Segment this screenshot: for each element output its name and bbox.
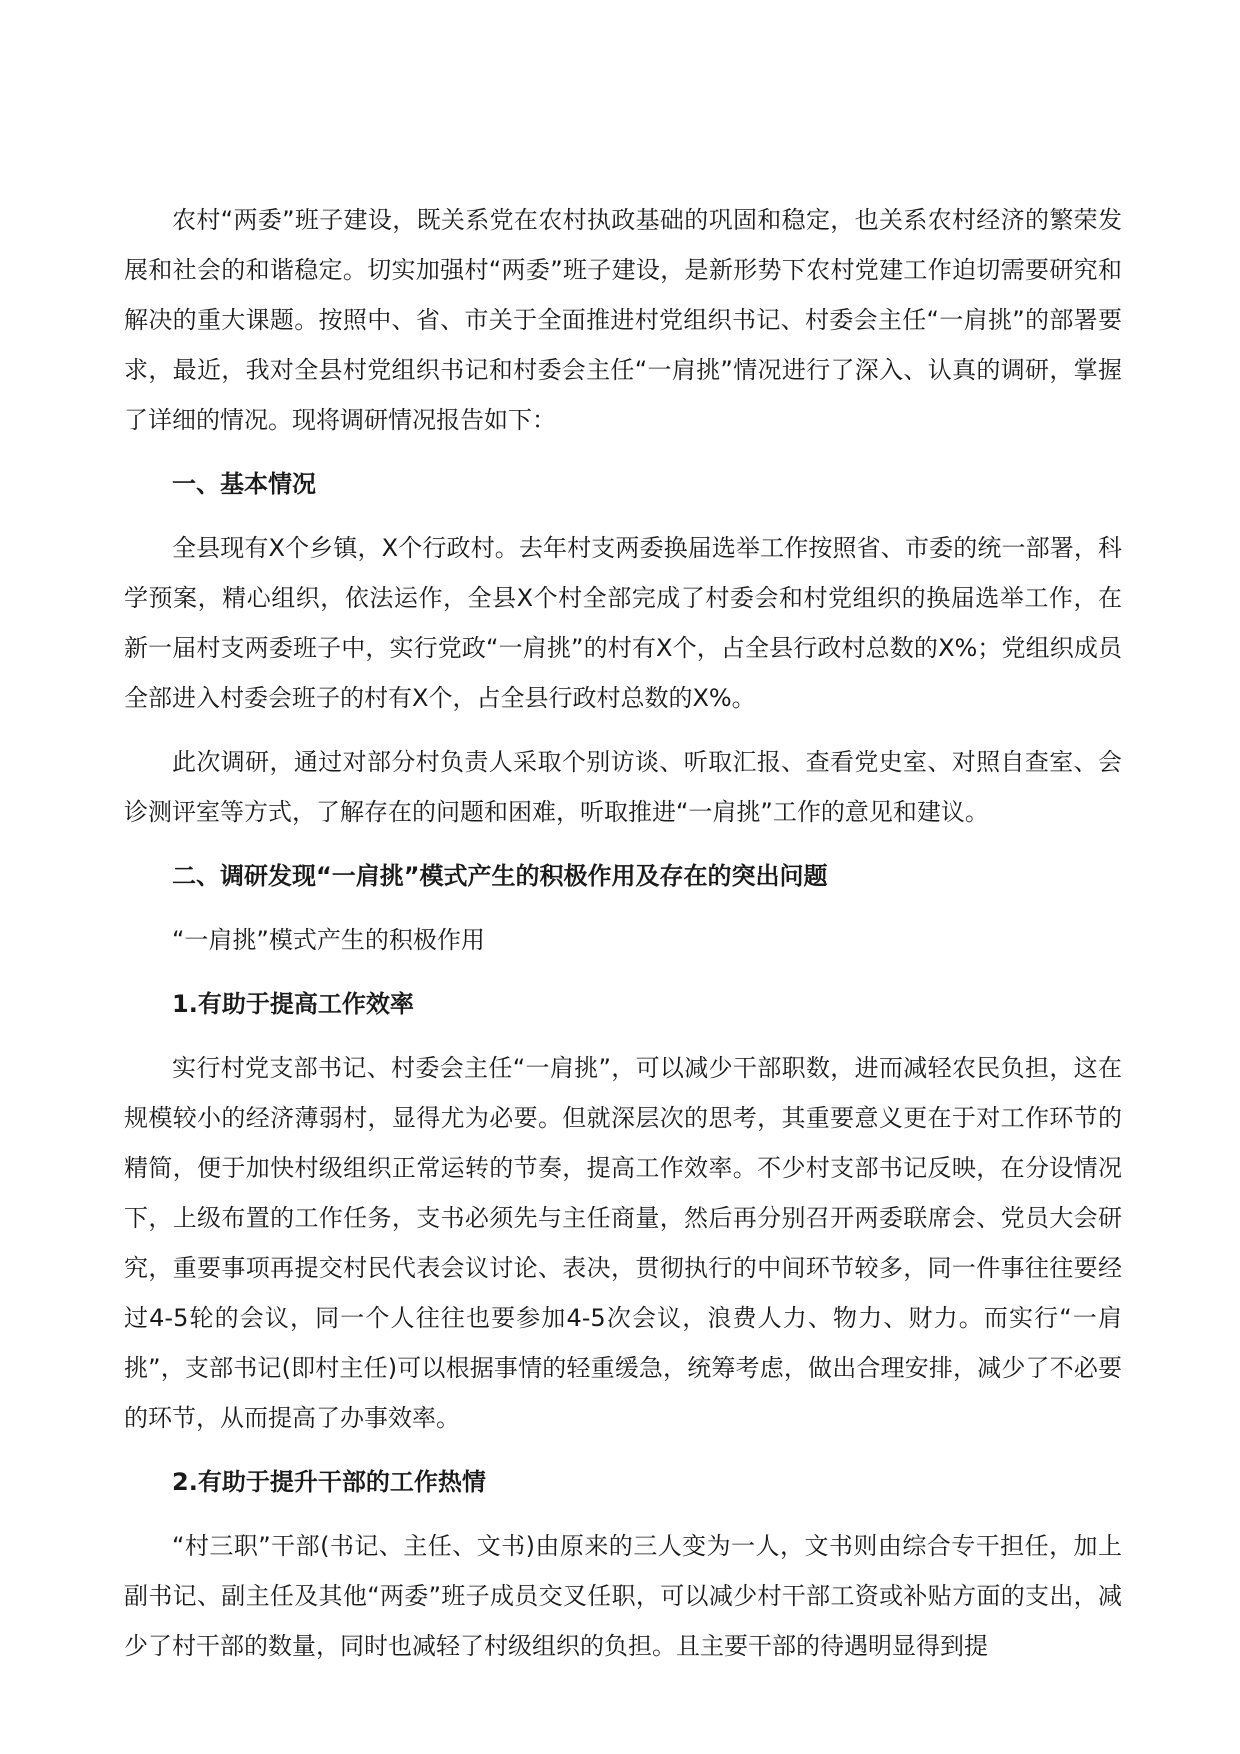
document-page [124, 195, 1122, 1685]
section-1-heading: 一、基本情况 [172, 470, 316, 498]
item-2-heading: 2.有助于提升干部的工作热情 [172, 1468, 486, 1496]
section-1-paragraph-1: 全县现有X个乡镇，X个行政村。去年村支两委换届选举工作按照省、市委的统一部署，科学预案，精心组织，依法运作，全县X个村全部完成了村委会和村党组织的换届选举工作，在新一届村支两委班子中，实行党政“一肩挑”的村有X个，占全县行政村总数的X%；党组织成员全部进入村委会班子的村有X个，占全县行政村总数的X%。 [124, 534, 1122, 712]
intro-paragraph: 农村“两委”班子建设，既关系党在农村执政基础的巩固和稳定，也关系农村经济的繁荣发展和社会的和谐稳定。切实加强村“两委”班子建设，是新形势下农村党建工作迫切需要研究和解决的重大课题。按照中、省、市关于全面推进村党组织书记、村委会主任“一肩挑”的部署要求，最近，我对全县村党组织书记和村委会主任“一肩挑”情况进行了深入、认真的调研，掌握了详细的情况。现将调研情况报告如下： [124, 206, 1122, 434]
item-2-paragraph: “村三职”干部(书记、主任、文书)由原来的三人变为一人，文书则由综合专干担任，加上副书记、副主任及其他“两委”班子成员交叉任职，可以减少村干部工资或补贴方面的支出，减少了村干部的数量，同时也减轻了村级组织的负担。且主要干部的待遇明显得到提 [124, 1532, 1122, 1660]
item-1-heading: 1.有助于提高工作效率 [172, 990, 414, 1018]
section-1-paragraph-2: 此次调研，通过对部分村负责人采取个别访谈、听取汇报、查看党史室、对照自查室、会诊测评室等方式，了解存在的问题和困难，听取推进“一肩挑”工作的意见和建议。 [124, 748, 1122, 826]
section-2-heading: 二、调研发现“一肩挑”模式产生的积极作用及存在的突出问题 [172, 862, 828, 890]
section-2-subheading: “一肩挑”模式产生的积极作用 [172, 926, 485, 954]
item-1-paragraph: 实行村党支部书记、村委会主任“一肩挑”，可以减少干部职数，进而减轻农民负担，这在规模较小的经济薄弱村，显得尤为必要。但就深层次的思考，其重要意义更在于对工作环节的精简，便于加快村级组织正常运转的节奏，提高工作效率。不少村支部书记反映，在分设情况下，上级布置的工作任务，支书必须先与主任商量，然后再分别召开两委联席会、党员大会研究，重要事项再提交村民代表会议讨论、表决，贯彻执行的中间环节较多，同一件事往往要经过4-5轮的会议，同一个人往往也要参加4-5次会议，浪费人力、物力、财力。而实行“一肩挑”，支部书记(即村主任)可以根据事情的轻重缓急，统筹考虑，做出合理安排，减少了不必要的环节，从而提高了办事效率。 [124, 1054, 1122, 1432]
